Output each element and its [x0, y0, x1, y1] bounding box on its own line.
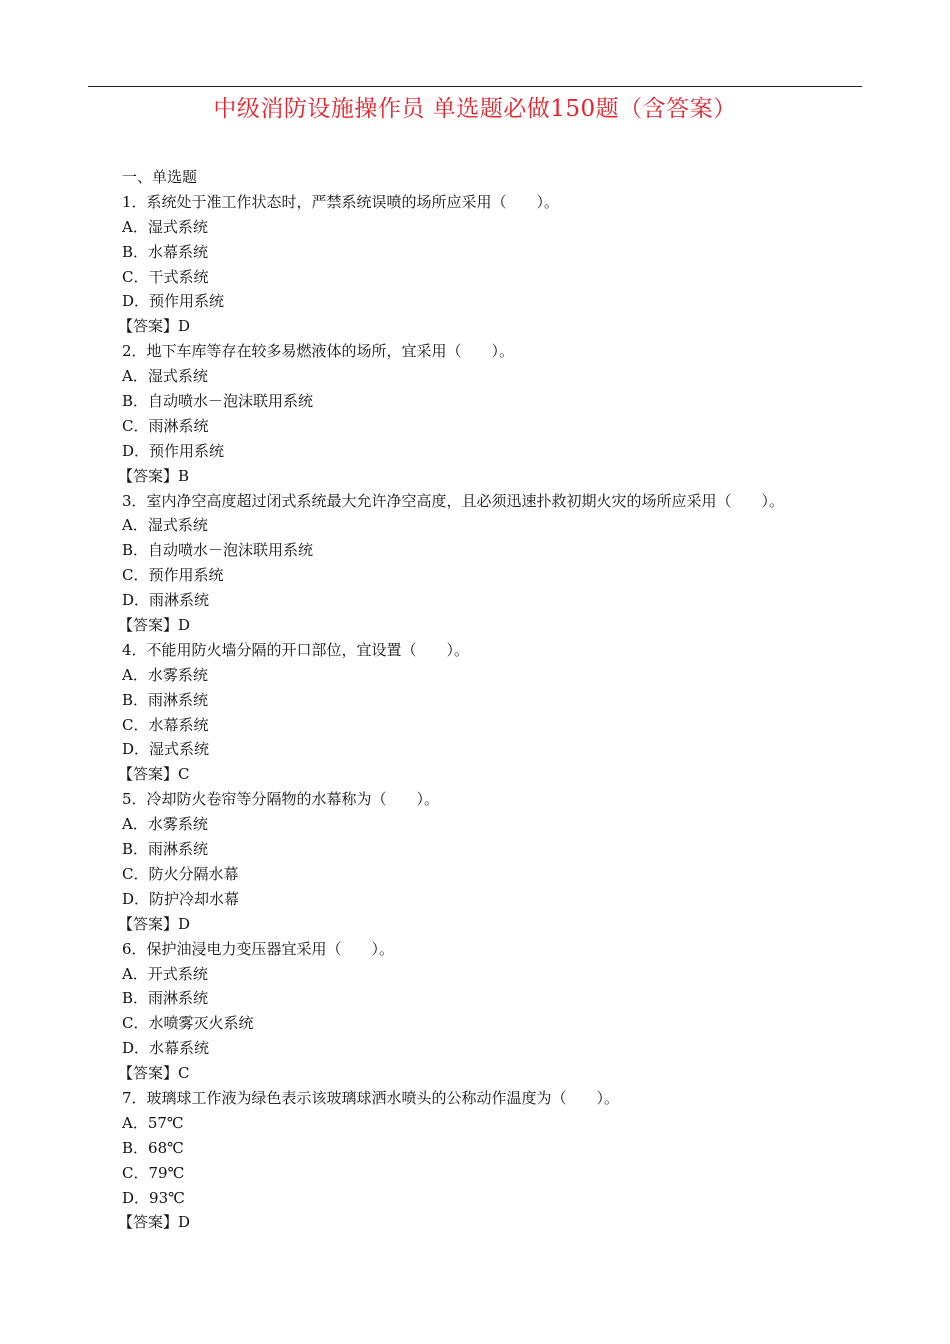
question-block — [118, 1086, 882, 1235]
question-option: A．湿式系统 — [122, 217, 208, 236]
question-option: C．水喷雾灭火系统 — [122, 1014, 254, 1033]
header-rule — [88, 86, 862, 87]
question-stem: 1．系统处于准工作状态时，严禁系统误喷的场所应采用（ ）。 — [122, 192, 560, 211]
question-option: B．自动喷水－泡沫联用系统 — [122, 541, 314, 560]
question-answer: 【答案】B — [118, 466, 190, 485]
question-block — [118, 190, 882, 339]
question-option: A．水雾系统 — [122, 665, 208, 684]
document-body — [118, 165, 882, 1235]
question-option: A．57℃ — [122, 1113, 184, 1132]
question-option: D．防护冷却水幕 — [122, 889, 240, 908]
question-block — [118, 787, 882, 936]
question-block — [118, 937, 882, 1086]
question-answer: 【答案】D — [118, 914, 191, 933]
question-block — [118, 339, 882, 488]
question-option: C．雨淋系统 — [122, 416, 209, 435]
question-option: B．自动喷水－泡沫联用系统 — [122, 392, 314, 411]
section-heading: 一、单选题 — [122, 168, 198, 186]
question-option: C．水幕系统 — [122, 715, 209, 734]
question-option: A．水雾系统 — [122, 815, 208, 834]
question-option: B．雨淋系统 — [122, 690, 209, 709]
question-option: B．水幕系统 — [122, 242, 209, 261]
question-option: B．雨淋系统 — [122, 989, 209, 1008]
document-title: 中级消防设施操作员 单选题必做150题（含答案） — [213, 96, 737, 122]
question-answer: 【答案】C — [118, 1064, 190, 1083]
question-option: D．湿式系统 — [122, 740, 210, 759]
question-stem: 7．玻璃球工作液为绿色表示该玻璃球洒水喷头的公称动作温度为（ ）。 — [122, 1088, 620, 1107]
question-stem: 4．不能用防火墙分隔的开口部位，宜设置（ ）。 — [122, 640, 470, 659]
question-option: D．预作用系统 — [122, 292, 225, 311]
question-option: A．开式系统 — [122, 964, 208, 983]
question-option: D．预作用系统 — [122, 441, 225, 460]
question-option: D．雨淋系统 — [122, 591, 210, 610]
question-stem: 2．地下车库等存在较多易燃液体的场所，宜采用（ ）。 — [122, 342, 515, 361]
question-answer: 【答案】C — [118, 765, 190, 784]
question-option: C．防火分隔水幕 — [122, 864, 239, 883]
question-option: A．湿式系统 — [122, 516, 208, 535]
question-option: A．湿式系统 — [122, 367, 208, 386]
question-stem: 5．冷却防火卷帘等分隔物的水幕称为（ ）。 — [122, 790, 440, 809]
question-option: C．79℃ — [122, 1163, 185, 1182]
question-option: C．预作用系统 — [122, 566, 224, 585]
question-block — [118, 489, 882, 638]
question-option: C．干式系统 — [122, 267, 209, 286]
question-answer: 【答案】D — [118, 317, 191, 336]
question-option: D．水幕系统 — [122, 1039, 210, 1058]
question-block — [118, 638, 882, 787]
question-option: D．93℃ — [122, 1188, 185, 1207]
question-option: B．68℃ — [122, 1138, 184, 1157]
question-answer: 【答案】D — [118, 616, 191, 635]
question-answer: 【答案】D — [118, 1213, 191, 1232]
question-option: B．雨淋系统 — [122, 840, 209, 859]
question-stem: 3．室内净空高度超过闭式系统最大允许净空高度，且必须迅速扑救初期火灾的场所应采用（ ）。 — [122, 491, 785, 510]
question-stem: 6．保护油浸电力变压器宜采用（ ）。 — [122, 939, 395, 958]
